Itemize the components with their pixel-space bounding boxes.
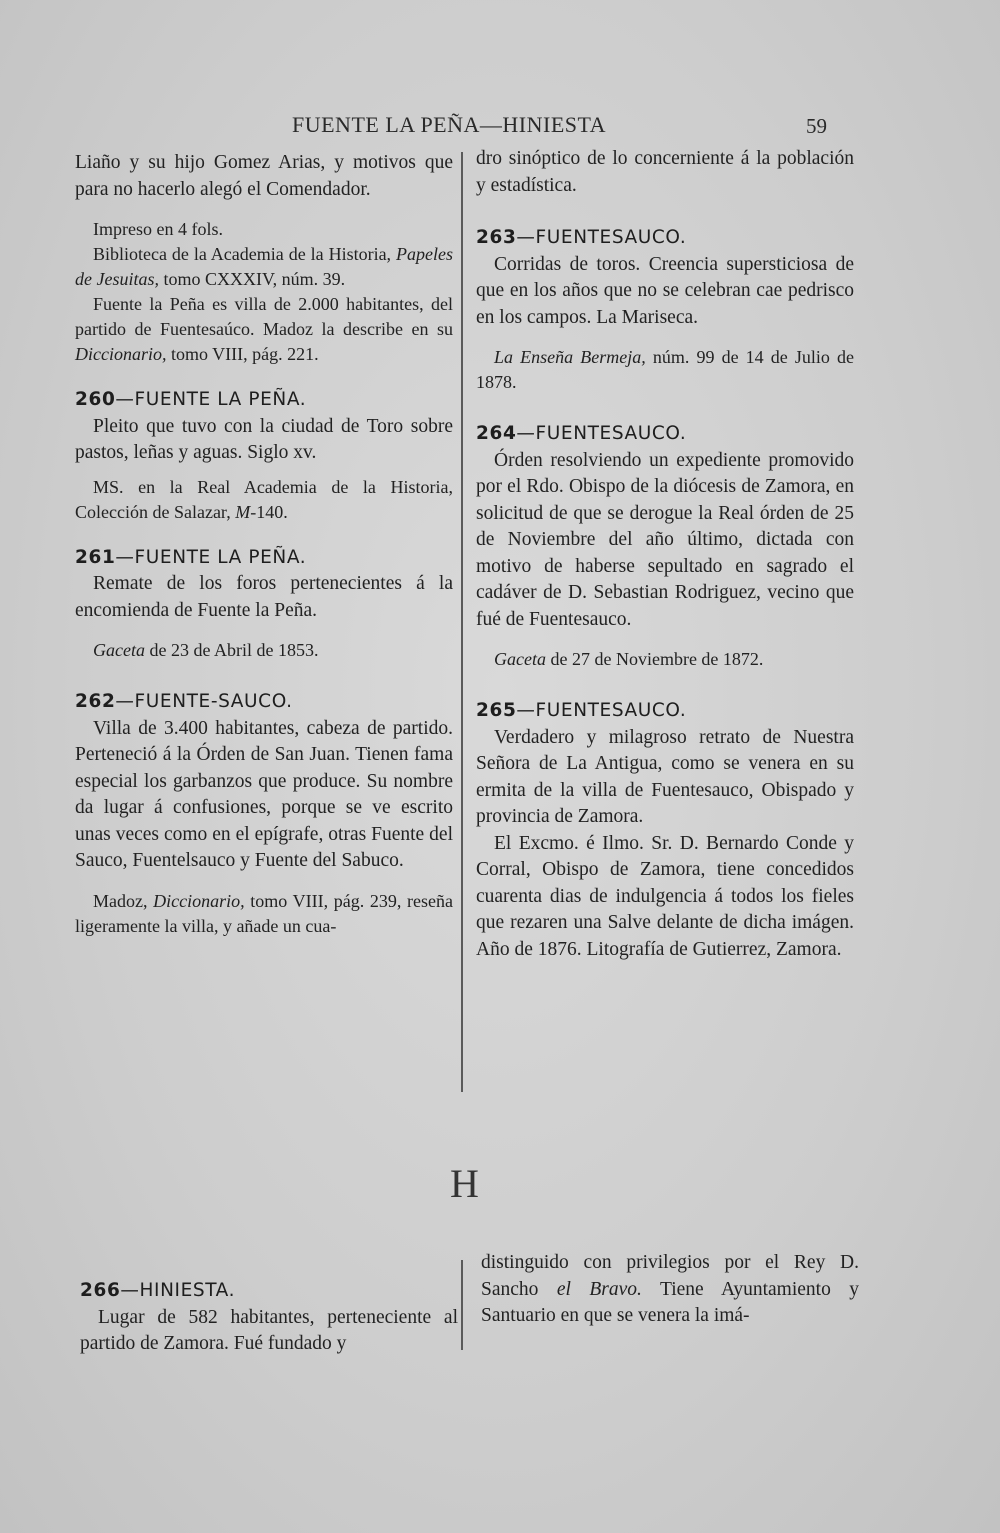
entry-text-264: Órden resolviendo un expediente promovido por el Rdo. Obispo de la diócesis de Zamora, en solicitud de que se derogue la Real órden de 25 de Noviembre del año último, dictada con motivo de haberse sepultado en sagrado el cadáver de D. Sebastian Rodriguez, vecino que fué de Fuentesauco.: [476, 449, 854, 630]
entry-heading-265: 265—FUENTESAUCO.: [476, 700, 687, 721]
citation-262: Madoz, Diccionario, tomo VIII, pág. 239, reseña ligeramente la villa, y añade un cua-: [75, 890, 454, 936]
entry-heading-264: 264—FUENTESAUCO.: [476, 423, 687, 444]
entry-text-266: Lugar de 582 habitantes, perteneciente al partido de Zamora. Fué fundado y: [80, 1306, 458, 1354]
citation-260: MS. en la Real Academia de la Historia, Colección de Salazar, M-140.: [75, 476, 453, 522]
entry-text-261: Remate de los foros pertenecientes á la encomienda de Fuente la Peña.: [75, 573, 453, 621]
citation-261: Gaceta de 23 de Abril de 1853.: [93, 640, 319, 660]
page-number: 59: [806, 114, 827, 138]
entry-text-260: Pleito que tuvo con la ciudad de Toro sobre pastos, leñas y aguas. Siglo xv.: [75, 415, 453, 463]
entry-text-262: Villa de 3.400 habitantes, cabeza de partido. Perteneció á la Órden de San Juan. Tienen fama especial los garbanzos que produce. Su nombre da lugar á confusiones, porque se ve escrito unas veces como en el epígrafe, otras Fuente del Sauco, Fuentelsauco y Fuente del Sabuco.: [75, 717, 453, 871]
running-title: FUENTE LA PEÑA—HINIESTA: [292, 112, 607, 137]
column-divider: [461, 152, 463, 1092]
entry-text-266-cont: distinguido con privilegios por el Rey D. Sancho el Bravo. Tiene Ayuntamiento y Santuario en que se venera la imá-: [481, 1252, 860, 1326]
entry-heading-261: 261—FUENTE LA PEÑA.: [75, 546, 307, 568]
entry-heading-263: 263—FUENTESAUCO.: [476, 227, 687, 248]
entry-heading-262: 262—FUENTE-SAUCO.: [75, 691, 293, 712]
entry-text-263: Corridas de toros. Creencia supersticiosa de que en los años que no se celebran cae pedrisco en los campos. La Mariseca.: [476, 253, 854, 328]
entry-heading-260: 260—FUENTE LA PEÑA.: [75, 389, 307, 410]
left-column-bottom: [80, 1258, 458, 1358]
right-column: [476, 146, 854, 963]
section-letter: H: [450, 1161, 479, 1206]
citation: Impreso en 4 fols.: [93, 219, 223, 239]
entry-text-265-b: El Excmo. é Ilmo. Sr. D. Bernardo Conde y Corral, Obispo de Zamora, tiene concedidos cuarenta dias de indulgencia á todos los fieles que rezaren una Salve delante de dicha imágen. Año de 1876. Litografía de Gutierrez, Zamora.: [476, 832, 854, 960]
citation-263: La Enseña Bermeja, núm. 99 de 14 de Julio de 1878.: [476, 347, 855, 392]
entry-text-265: Verdadero y milagroso retrato de Nuestra Señora de La Antigua, como se venera en su ermita de la villa de Fuentesauco, Obispado y provincia de Zamora.: [476, 726, 854, 827]
left-column: [75, 150, 453, 939]
column-divider: [461, 1260, 463, 1350]
continued-paragraph: Liaño y su hijo Gomez Arias, y motivos que para no hacerlo alegó el Comendador.: [75, 152, 453, 200]
continued-paragraph: dro sinóptico de lo concerniente á la población y estadística.: [476, 148, 854, 196]
note-paragraph: Fuente la Peña es villa de 2.000 habitantes, del partido de Fuentesaúco. Madoz la describe en su Diccionario, tomo VIII, pág. 221.: [75, 294, 453, 364]
right-column-bottom: [481, 1250, 859, 1330]
citation: Biblioteca de la Academia de la Historia, Papeles de Jesuitas, tomo CXXXIV, núm. 39.: [75, 244, 453, 289]
citation-264: Gaceta de 27 de Noviembre de 1872.: [494, 649, 764, 669]
entry-heading-266: 266—HINIESTA.: [80, 1280, 236, 1301]
